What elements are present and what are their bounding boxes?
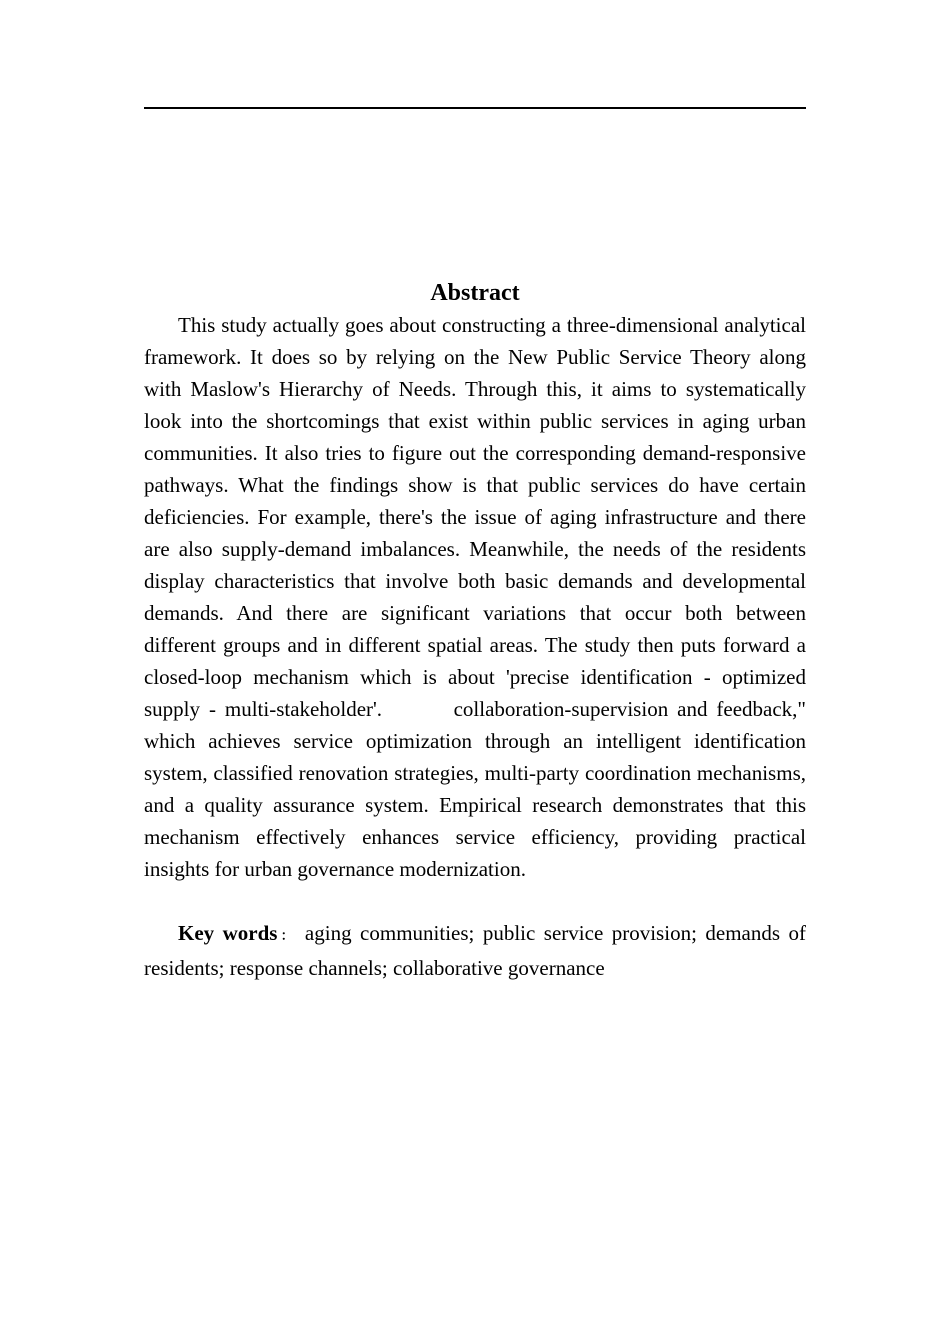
keywords-separator: ： [277, 928, 297, 943]
abstract-title: Abstract [430, 280, 520, 306]
abstract-body: This study actually goes about constructing a three-dimensional analytical framework. It does so by relying on the New Public Service Theory along with Maslow's Hierarchy of Needs. Through this, it aims to systematically look into the shortcomings that exist within public services in aging urban communities. It also tries to figure out the corresponding demand-responsive pathways. What the findings show is that public services do have certain deficiencies. For example, there's the issue of aging infrastructure and there are also supply-demand imbalances. Meanwhile, the needs of the residents display characteristics that involve both basic demands and developmental demands. And there are significant variations that occur both between different groups and in different spatial areas. The study then puts forward a closed-loop mechanism which is about 'precise identification - optimized supply - multi-stakeholder'. collaboration-supervision and feedback," which achieves service optimization through an intelligent identification system, classified renovation strategies, multi-party coordination mechanisms, and a quality assurance system. Empirical research demonstrates that this mechanism effectively enhances service efficiency, providing practical insights for urban governance modernization. [144, 313, 812, 881]
header-rule [144, 107, 806, 109]
keywords-paragraph [144, 917, 806, 984]
abstract-section [144, 277, 812, 984]
keywords-label: Key words [178, 921, 278, 945]
keywords-text: aging communities; public service provision; demands of residents; response channels; collaborative governance [144, 921, 806, 980]
